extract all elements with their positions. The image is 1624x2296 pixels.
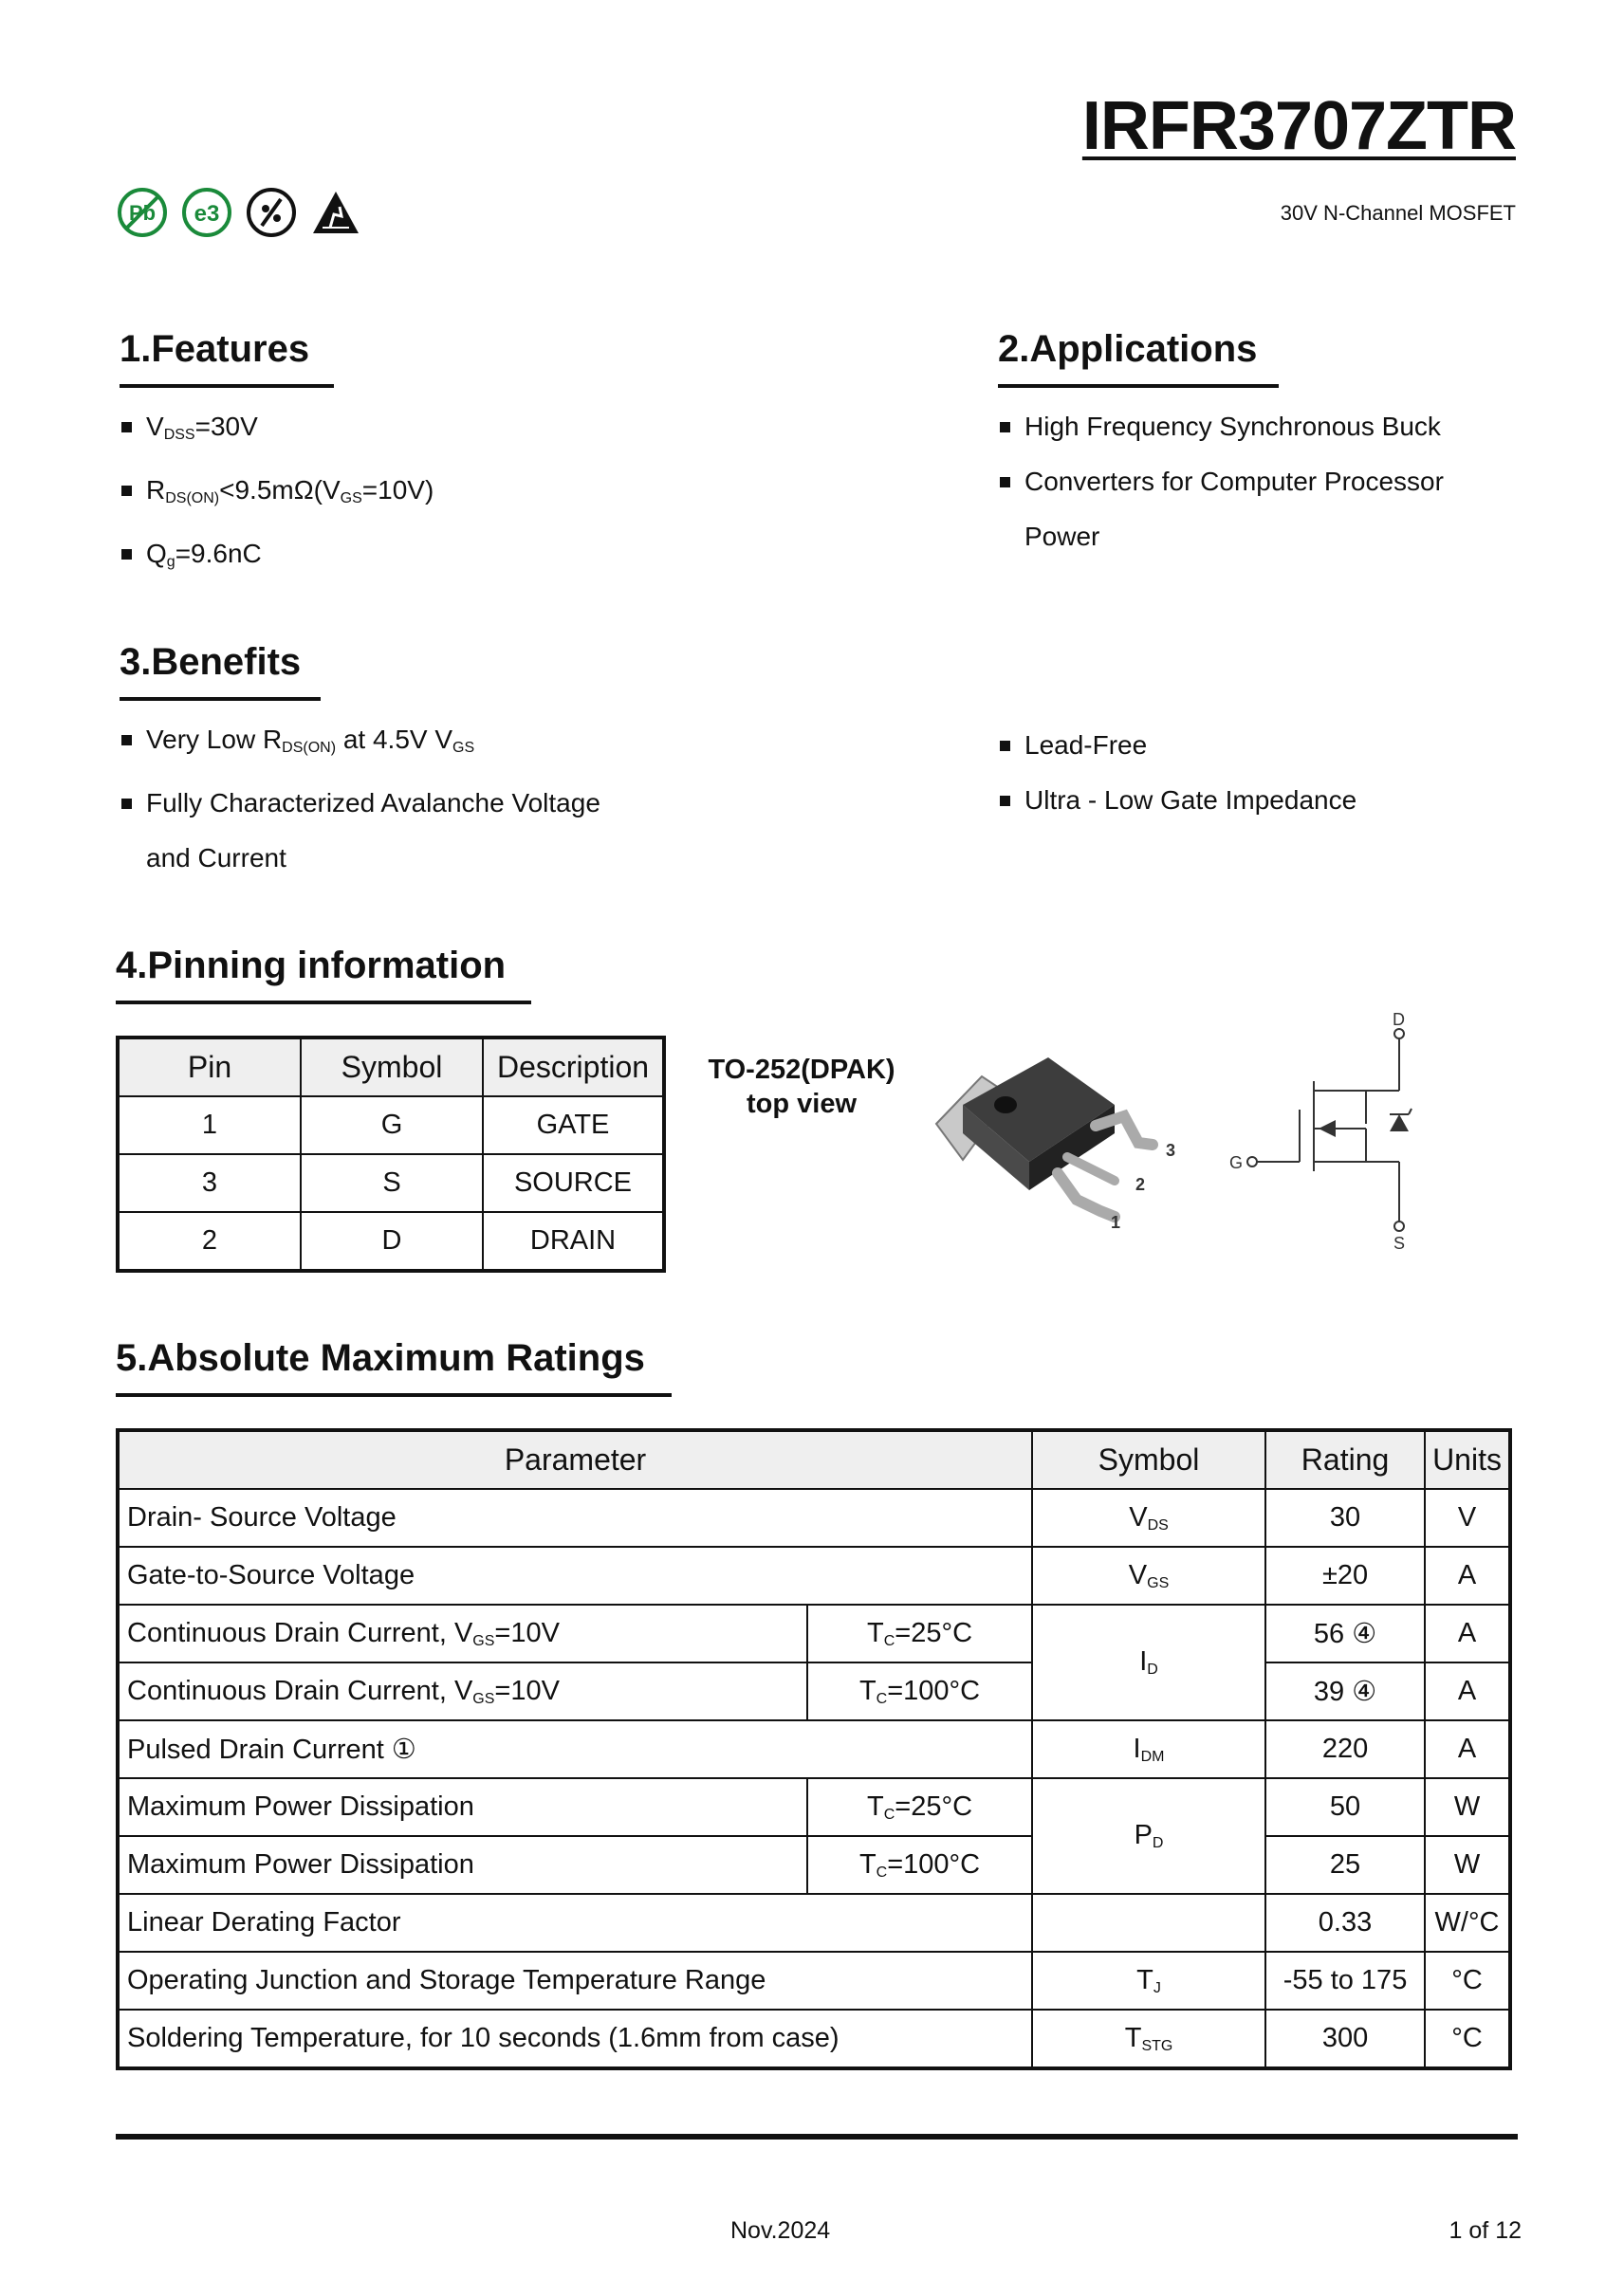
parameter-cell: Soldering Temperature, for 10 seconds (1.6mm from case) <box>118 2010 1032 2068</box>
ratings-section <box>116 1337 672 1397</box>
benefits-left-list <box>120 712 600 886</box>
benefit-item: Fully Characterized Avalanche Voltage <box>120 776 600 831</box>
col-parameter: Parameter <box>118 1430 1032 1489</box>
package-pin-1: 1 <box>1111 1213 1121 1232</box>
rating-cell: -55 to 175 <box>1265 1952 1425 2010</box>
package-view: top view <box>746 1089 857 1119</box>
symbol-cell: $T_J$ <box>1032 1952 1265 2010</box>
features-list <box>120 399 434 590</box>
condition-cell: $T_C=25^\circ C$ <box>807 1778 1032 1836</box>
schematic-gate-label: G <box>1229 1153 1244 1172</box>
table-row <box>118 2010 1510 2068</box>
pin-cell: 3 <box>118 1154 301 1212</box>
symbol-cell: $T_{STG}$ <box>1032 2010 1265 2068</box>
features-section <box>120 328 434 590</box>
applications-section <box>998 328 1444 564</box>
parameter-cell: Operating Junction and Storage Temperature Range <box>118 1952 1032 2010</box>
col-rating: Rating <box>1265 1430 1425 1489</box>
col-symbol: Symbol <box>1032 1430 1265 1489</box>
table-row <box>118 1836 1510 1894</box>
symbol-cell: $V_{GS}$ <box>1032 1547 1265 1605</box>
rating-cell: 25 <box>1265 1836 1425 1894</box>
footer-date: Nov.2024 <box>730 2217 831 2244</box>
parameter-cell: Continuous Drain Current, $V_{GS}=10V$ <box>118 1605 807 1662</box>
table-row <box>118 1605 1510 1662</box>
parameter-cell: Maximum Power Dissipation <box>118 1778 807 1836</box>
unit-cell: W <box>1425 1778 1510 1836</box>
symbol-cell: $I_D$ <box>1032 1605 1265 1720</box>
unit-cell: A <box>1425 1605 1510 1662</box>
table-row <box>118 1489 1510 1547</box>
parameter-cell: Drain- Source Voltage <box>118 1489 1032 1547</box>
unit-cell: A <box>1425 1720 1510 1778</box>
benefit-item: Ultra - Low Gate Impedance <box>998 773 1356 828</box>
pb-free-text: Pb <box>128 201 157 225</box>
package-pin-2: 2 <box>1135 1175 1146 1194</box>
pin-table-header <box>118 1038 664 1096</box>
col-description: Description <box>483 1038 664 1096</box>
description-cell: GATE <box>483 1096 664 1154</box>
device-subtitle: 30V N-Channel MOSFET <box>1280 201 1516 225</box>
applications-heading: 2.Applications <box>998 328 1279 388</box>
rating-cell: 56 ④ <box>1265 1605 1425 1662</box>
part-number-title: IRFR3707ZTR <box>1081 88 1516 164</box>
mosfet-schematic <box>1224 1001 1432 1257</box>
table-row <box>118 1662 1510 1720</box>
application-item: High Frequency Synchronous Buck <box>998 399 1444 454</box>
ratings-table-header <box>118 1430 1510 1489</box>
e3-icon <box>180 186 233 239</box>
ratings-heading: 5.Absolute Maximum Ratings <box>116 1337 672 1397</box>
table-row <box>118 1894 1510 1952</box>
unit-cell: °C <box>1425 2010 1510 2068</box>
benefits-section <box>120 641 600 886</box>
condition-cell: $T_C=100^\circ C$ <box>807 1836 1032 1894</box>
symbol-cell: $P_D$ <box>1032 1778 1265 1894</box>
pinning-section <box>116 945 531 1004</box>
feature-rdson: $R_{DS(ON)}<9.5m\Omega(V_{GS}=10V)$ <box>120 463 434 526</box>
col-symbol: Symbol <box>301 1038 483 1096</box>
footer-page-number: 1 of 12 <box>1449 2217 1522 2244</box>
parameter-cell: Pulsed Drain Current ① <box>118 1720 1032 1778</box>
unit-cell: V <box>1425 1489 1510 1547</box>
applications-list <box>998 399 1444 564</box>
unit-cell: A <box>1425 1662 1510 1720</box>
description-cell: DRAIN <box>483 1212 664 1271</box>
schematic-source-label: S <box>1393 1234 1406 1253</box>
rating-cell: 0.33 <box>1265 1894 1425 1952</box>
table-row <box>118 1952 1510 2010</box>
dpak-package-drawing <box>925 1038 1209 1242</box>
symbol-cell: S <box>301 1154 483 1212</box>
parameter-cell: Gate-to-Source Voltage <box>118 1547 1032 1605</box>
table-row <box>118 1154 664 1212</box>
footer-divider <box>116 2134 1518 2140</box>
application-item: Converters for Computer Processor <box>998 454 1444 509</box>
compliance-logos <box>116 186 362 239</box>
application-item-continued: Power <box>1024 522 1100 551</box>
description-cell: SOURCE <box>483 1154 664 1212</box>
symbol-cell <box>1032 1894 1265 1952</box>
rating-cell: 220 <box>1265 1720 1425 1778</box>
symbol-cell: D <box>301 1212 483 1271</box>
unit-cell: W <box>1425 1836 1510 1894</box>
symbol-cell: $V_{DS}$ <box>1032 1489 1265 1547</box>
condition-cell: $T_C=100^\circ C$ <box>807 1662 1032 1720</box>
package-name: TO-252(DPAK) <box>708 1055 895 1085</box>
rating-cell: ±20 <box>1265 1547 1425 1605</box>
unit-cell: °C <box>1425 1952 1510 2010</box>
table-row <box>118 1778 1510 1836</box>
col-pin: Pin <box>118 1038 301 1096</box>
e3-text: e3 <box>194 201 220 227</box>
col-units: Units <box>1425 1430 1510 1489</box>
symbol-cell: G <box>301 1096 483 1154</box>
benefits-right-list <box>998 718 1356 828</box>
rating-cell: 39 ④ <box>1265 1662 1425 1720</box>
feature-vdss: $V_{DSS}=30V$ <box>120 399 434 463</box>
ratings-table <box>116 1428 1512 2070</box>
features-heading: 1.Features <box>120 328 334 388</box>
benefit-item: Very Low $R_{DS(ON)}$ at 4.5V $V_{GS}$ <box>120 712 600 776</box>
pinning-heading: 4.Pinning information <box>116 945 531 1004</box>
esd-warning-icon <box>309 186 362 239</box>
pin-cell: 2 <box>118 1212 301 1271</box>
benefit-item-continued: and Current <box>146 843 286 872</box>
rating-cell: 30 <box>1265 1489 1425 1547</box>
parameter-cell: Linear Derating Factor <box>118 1894 1032 1952</box>
unit-cell: A <box>1425 1547 1510 1605</box>
package-label <box>697 1053 906 1121</box>
benefits-heading: 3.Benefits <box>120 641 321 701</box>
parameter-cell: Maximum Power Dissipation <box>118 1836 807 1894</box>
table-row <box>118 1212 664 1271</box>
unit-cell: W/°C <box>1425 1894 1510 1952</box>
condition-cell: $T_C=25^\circ C$ <box>807 1605 1032 1662</box>
pin-cell: 1 <box>118 1096 301 1154</box>
parameter-cell: Continuous Drain Current, $V_{GS}=10V$ <box>118 1662 807 1720</box>
benefit-item: Lead-Free <box>998 718 1356 773</box>
table-row <box>118 1096 664 1154</box>
feature-qg: $Q_g=9.6nC$ <box>120 526 434 590</box>
table-row <box>118 1720 1510 1778</box>
table-row <box>118 1547 1510 1605</box>
pb-free-icon <box>116 186 169 239</box>
rating-cell: 50 <box>1265 1778 1425 1836</box>
pin-table <box>116 1036 666 1273</box>
schematic-drain-label: D <box>1393 1010 1405 1029</box>
halogen-free-icon <box>245 186 298 239</box>
symbol-cell: $I_{DM}$ <box>1032 1720 1265 1778</box>
package-pin-3: 3 <box>1166 1141 1176 1160</box>
rating-cell: 300 <box>1265 2010 1425 2068</box>
